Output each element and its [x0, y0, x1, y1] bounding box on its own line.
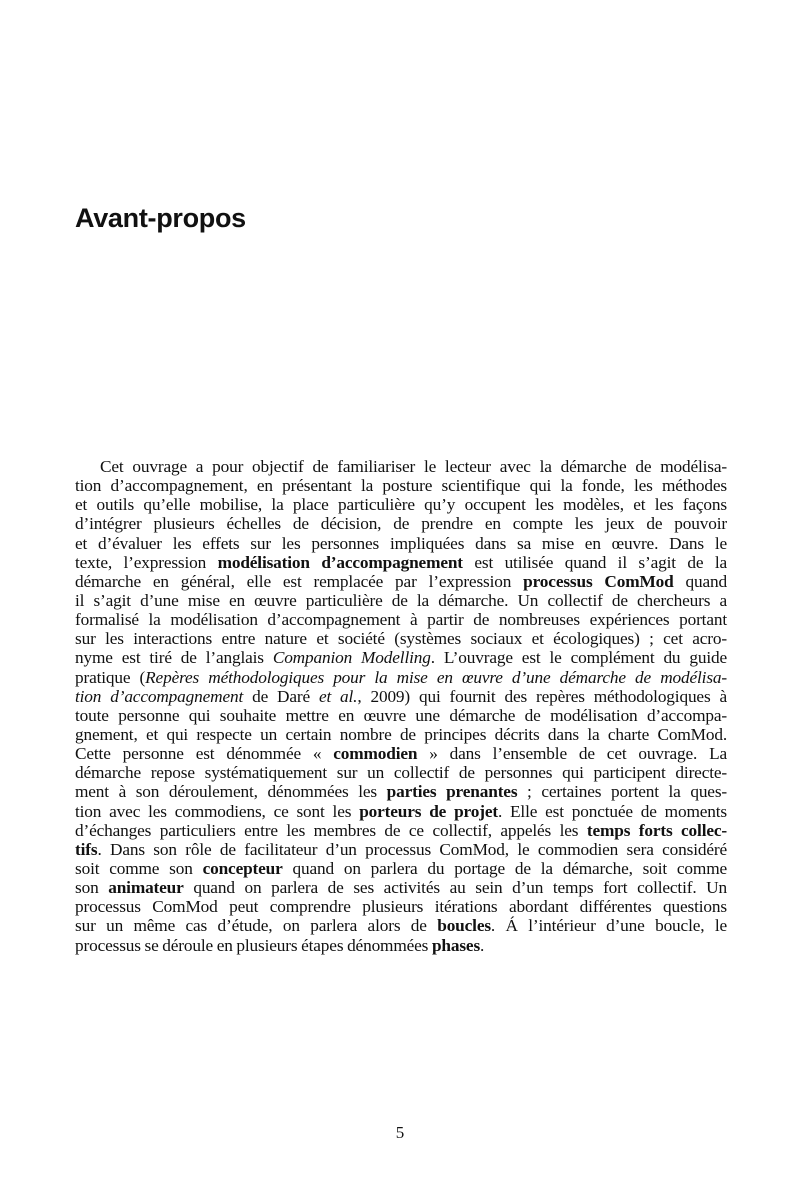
text-line — [75, 859, 727, 878]
text-segment: pratique ( — [75, 667, 146, 687]
text-line — [75, 840, 727, 859]
text-segment: sur les interactions entre nature et société (systèmes sociaux et écologiques) ; cet acro- — [75, 629, 727, 649]
text-segment: . — [480, 935, 485, 955]
text-segment: Cette personne est dénommée « — [75, 744, 334, 764]
text-line — [75, 916, 727, 935]
text-segment: soit comme son — [75, 858, 203, 878]
text-segment: est utilisée quand il s’agit de la — [462, 552, 727, 572]
text-line — [75, 744, 727, 763]
page-number: 5 — [395, 1123, 405, 1142]
text-segment: de Daré — [243, 686, 319, 706]
text-line — [75, 648, 727, 667]
text-segment: ; certaines portent la ques- — [517, 782, 728, 802]
text-line — [75, 782, 727, 801]
text-segment: et d’évaluer les effets sur les personnes impliquées dans sa mise en œuvre. Dans le — [75, 533, 727, 553]
text-segment: » dans l’ensemble de cet ouvrage. La — [417, 744, 727, 764]
text-segment: d’intégrer plusieurs échelles de décision, de prendre en compte les jeux de pouvoir — [75, 514, 727, 534]
text-segment: quand — [673, 571, 727, 591]
text-segment: toute personne qui souhaite mettre en œuvre une démarche de modélisation d’accompa- — [75, 705, 727, 725]
text-segment: processus se déroule en plusieurs étapes dénommées — [75, 935, 432, 955]
text-segment: tion avec les commodiens, ce sont les — [75, 801, 360, 821]
text-segment: quand on parlera du portage de la démarche, soit comme — [282, 858, 728, 878]
text-line — [75, 476, 727, 495]
bold-term: tifs — [75, 839, 98, 859]
text-line — [75, 821, 727, 840]
text-segment: . Elle est ponctuée de moments — [497, 801, 727, 821]
text-line — [75, 687, 727, 706]
italic-text: Repères méthodologiques pour la mise en œuvre d’une démarche de modélisa- — [145, 667, 727, 687]
text-segment: . Á l’intérieur d’une boucle, le — [490, 916, 727, 936]
text-segment: sur un même cas d’étude, on parlera alors de — [75, 916, 438, 936]
bold-term: boucles — [437, 916, 491, 936]
text-line — [75, 936, 727, 955]
bold-term: temps forts collec- — [586, 820, 727, 840]
text-segment: quand on parlera de ses activités au sein d’un temps fort collectif. Un — [183, 878, 727, 898]
text-line — [75, 878, 727, 897]
text-segment: ment à son déroulement, dénommées les — [75, 782, 387, 802]
text-line — [75, 457, 727, 476]
text-segment: . Dans son rôle de facilitateur d’un processus ComMod, le commodien sera considéré — [97, 839, 727, 859]
italic-text: et al. — [318, 686, 358, 706]
bold-term: animateur — [108, 878, 184, 898]
text-segment: gnement, et qui respecte un certain nombre de principes décrits dans la charte ComMod. — [75, 724, 727, 744]
text-segment: il s’agit d’une mise en œuvre particulière de la démarche. Un collectif de chercheurs a — [75, 590, 727, 610]
text-line — [75, 495, 727, 514]
bold-term: commodien — [333, 744, 418, 764]
text-line — [75, 706, 727, 725]
body-paragraph — [75, 457, 727, 955]
italic-text: Companion Modelling — [272, 648, 431, 668]
chapter-title: Avant-propos — [75, 203, 246, 233]
text-segment: texte, l’expression — [75, 552, 218, 572]
text-segment: formalisé la modélisation d’accompagnement à partir de nombreuses expériences portant — [75, 610, 727, 630]
bold-term: processus ComMod — [523, 571, 674, 591]
text-segment: son — [75, 878, 109, 898]
text-line — [75, 610, 727, 629]
text-segment: démarche repose systématiquement sur un collectif de personnes qui participent directe- — [75, 763, 727, 783]
bold-term: porteurs de projet — [359, 801, 498, 821]
text-line — [75, 725, 727, 744]
bold-term: parties prenantes — [386, 782, 518, 802]
text-segment: processus ComMod peut comprendre plusieurs itérations abordant différentes questions — [75, 897, 727, 917]
text-line — [75, 591, 727, 610]
text-line — [75, 534, 727, 553]
text-line — [75, 802, 727, 821]
text-segment: Cet ouvrage a pour objectif de familiariser le lecteur avec la démarche de modélisa- — [100, 457, 727, 476]
text-segment: démarche en général, elle est remplacée par l’expression — [75, 571, 524, 591]
text-line — [75, 668, 727, 687]
text-line — [75, 572, 727, 591]
text-segment: nyme est tiré de l’anglais — [75, 648, 273, 668]
bold-term: phases — [431, 935, 481, 955]
text-segment: . L’ouvrage est le complément du guide — [430, 648, 727, 668]
text-line — [75, 897, 727, 916]
text-segment: et outils qu’elle mobilise, la place particulière qu’y occupent les modèles, et les façons — [75, 495, 727, 515]
text-line — [75, 629, 727, 648]
italic-text: tion d’accompagnement — [75, 686, 244, 706]
bold-term: concepteur — [202, 858, 283, 878]
text-line — [75, 553, 727, 572]
text-line — [75, 763, 727, 782]
text-segment: tion d’accompagnement, en présentant la posture scientifique qui la fonde, les méthodes — [75, 476, 727, 496]
text-segment: , 2009) qui fournit des repères méthodologiques à — [357, 686, 727, 706]
text-segment: d’échanges particuliers entre les membres de ce collectif, appelés les — [75, 820, 587, 840]
text-line — [75, 514, 727, 533]
bold-term: modélisation d’accompagnement — [217, 552, 463, 572]
